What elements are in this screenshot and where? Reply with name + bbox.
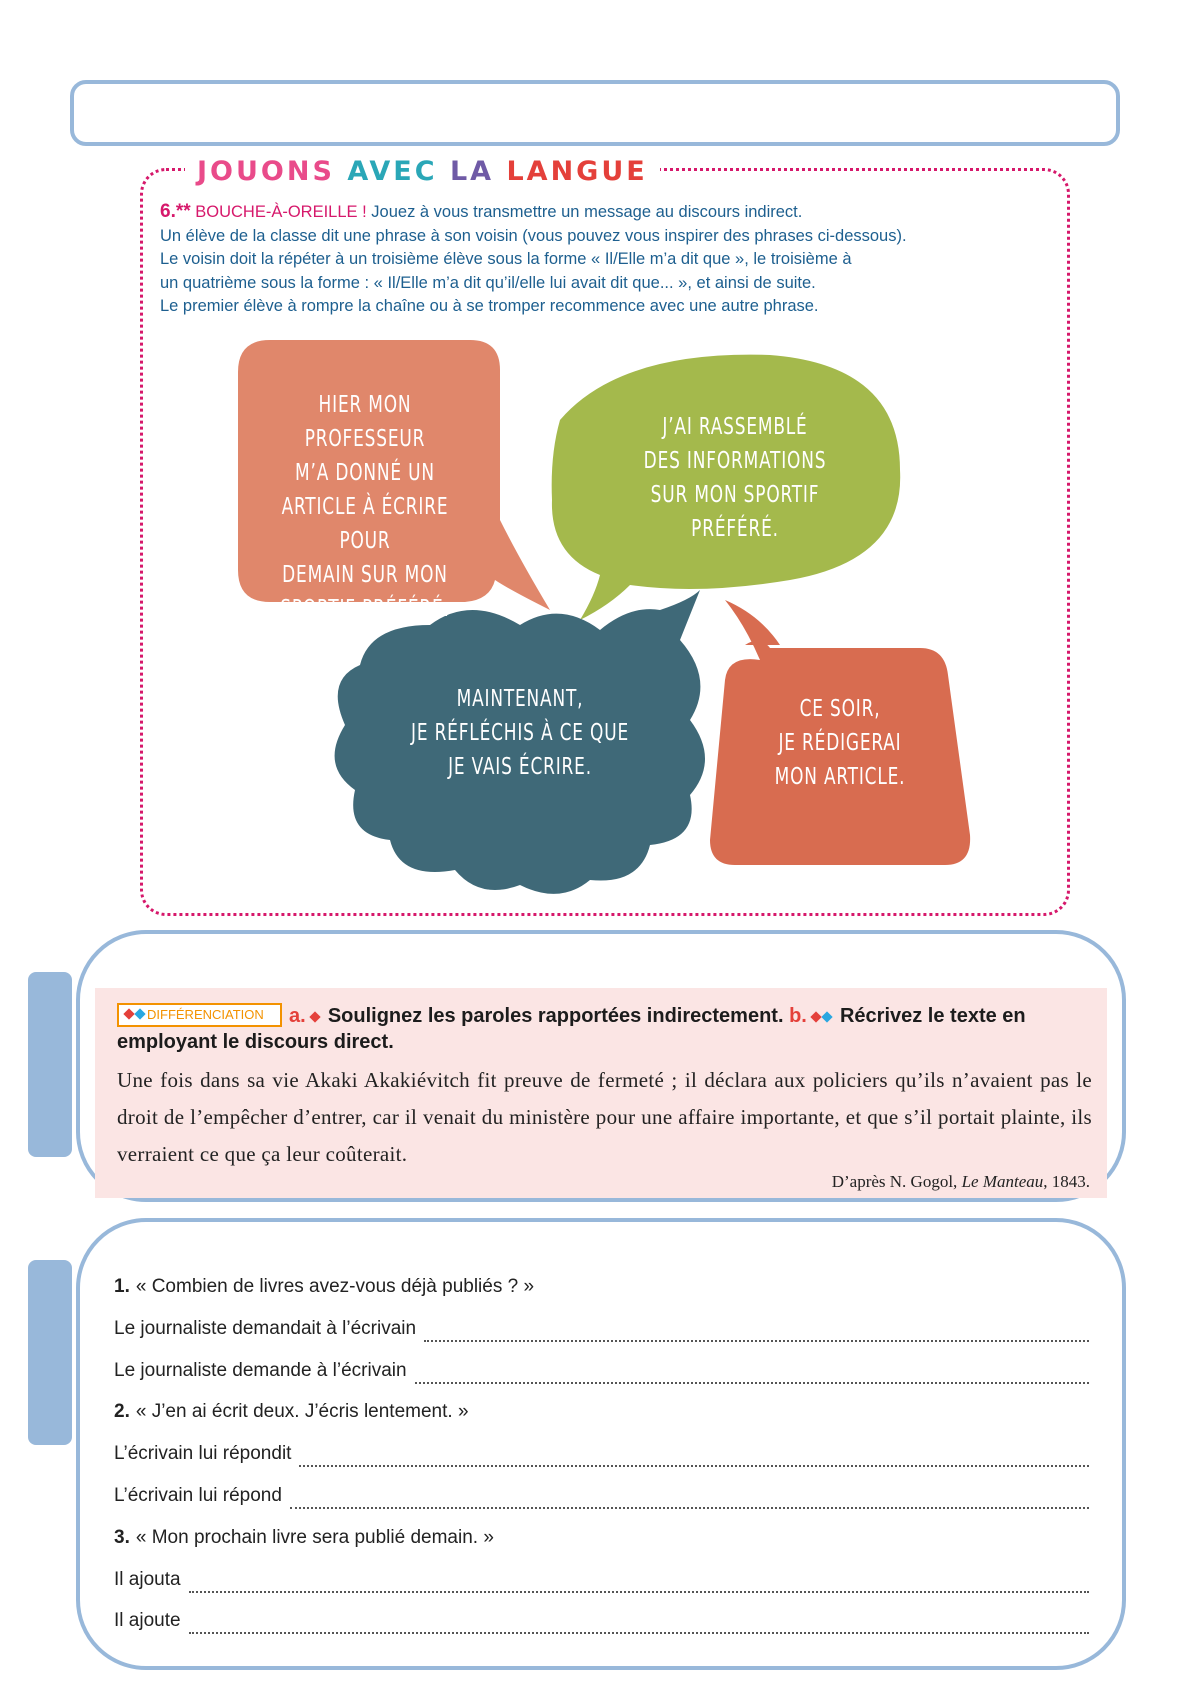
bubble-line: SUR MON SPORTIF PRÉFÉRÉ. bbox=[650, 482, 820, 542]
bubble-line: SPORTIF PRÉFÉRÉ. bbox=[280, 596, 450, 622]
instruction-line: Un élève de la classe dit une phrase à son voisin (vous pouvez vous inspirer des phrases ci-dessous). bbox=[160, 226, 907, 245]
source-title: Le Manteau bbox=[961, 1172, 1044, 1191]
answer-line[interactable] bbox=[114, 1567, 1089, 1593]
bubble-2-text bbox=[616, 410, 854, 546]
question-number: 3. bbox=[114, 1526, 130, 1548]
exercise-number: 6.** bbox=[160, 201, 191, 222]
bubble-line: CE SOIR, bbox=[799, 696, 881, 722]
source-prefix: D’après N. Gogol, bbox=[831, 1172, 962, 1191]
bubble-line: MON ARTICLE. bbox=[774, 764, 906, 790]
bubble-line: DEMAIN SUR MON bbox=[282, 562, 448, 588]
letter-b: b. bbox=[789, 1005, 807, 1027]
differenciation-badge bbox=[117, 1003, 282, 1027]
answer-blank[interactable] bbox=[424, 1322, 1089, 1342]
instruction-line: un quatrième sous la forme : « Il/Elle m’a dit qu’il/elle lui avait dit que... », et ainsi de suite. bbox=[160, 273, 816, 292]
answer-prompt: Il ajoute bbox=[114, 1610, 181, 1632]
bubble-line: J’AI RASSEMBLÉ bbox=[662, 414, 808, 440]
question-text: « Mon prochain livre sera publié demain. » bbox=[135, 1526, 494, 1548]
answer-line[interactable] bbox=[114, 1316, 1089, 1342]
question-line bbox=[114, 1399, 1089, 1425]
question-number: 1. bbox=[114, 1276, 130, 1297]
answer-blank[interactable] bbox=[299, 1447, 1089, 1467]
diamond-red-icon bbox=[123, 1008, 134, 1019]
answer-line[interactable] bbox=[114, 1441, 1089, 1467]
title-word-3: LA bbox=[449, 156, 495, 187]
bubble-line: MAINTENANT, bbox=[456, 686, 584, 712]
instruction-first: Jouez à vous transmettre un message au discours indirect. bbox=[371, 203, 803, 221]
answer-line[interactable] bbox=[114, 1358, 1089, 1384]
side-tab bbox=[28, 1260, 72, 1445]
answer-prompt: Le journaliste demande à l’écrivain bbox=[114, 1359, 407, 1381]
diamond-blue-icon bbox=[822, 1011, 833, 1022]
answer-blank[interactable] bbox=[189, 1614, 1089, 1634]
badge-label: DIFFÉRENCIATION bbox=[147, 1007, 264, 1022]
bubble-4-text bbox=[754, 692, 926, 794]
question-text: « J’en ai écrit deux. J’écris lentement. » bbox=[135, 1401, 469, 1423]
letter-a: a. bbox=[289, 1005, 306, 1027]
text-passage: Une fois dans sa vie Akaki Akakiévitch fit preuve de fermeté ; il déclara aux policiers qu’ils n’avaient pas le droit de l’empêcher d’entrer, car il venait du ministère pour une affaire importante, et que s’il portait plainte, ils verraient ce que ça leur coûterait. bbox=[117, 1068, 1092, 1166]
answer-prompt: Le journaliste demandait à l’écrivain bbox=[114, 1317, 417, 1339]
question-text: « Combien de livres avez-vous déjà publiés ? » bbox=[135, 1276, 535, 1297]
bubble-line: JE RÉDIGERAI bbox=[778, 730, 902, 756]
title-word-2: AVEC bbox=[347, 156, 438, 187]
question-number: 2. bbox=[114, 1401, 130, 1423]
side-tab bbox=[28, 972, 72, 1157]
source-citation bbox=[600, 1172, 1090, 1192]
bubble-line: JE VAIS ÉCRIRE. bbox=[448, 754, 592, 780]
answer-line[interactable] bbox=[114, 1608, 1089, 1634]
instruction-line: Le premier élève à rompre la chaîne ou à se tromper recommence avec une autre phrase. bbox=[160, 297, 819, 315]
question-line bbox=[114, 1525, 1089, 1551]
diamond-blue-icon bbox=[134, 1008, 145, 1019]
title-word-4: LANGUE bbox=[506, 156, 648, 187]
exercise-keyword: BOUCHE-À-OREILLE ! bbox=[195, 203, 367, 221]
bubble-line: M’A DONNÉ UN bbox=[295, 460, 435, 486]
answer-prompt: Il ajouta bbox=[114, 1568, 181, 1590]
answer-prompt: L’écrivain lui répond bbox=[114, 1485, 282, 1506]
bubble-line: ARTICLE À ÉCRIRE POUR bbox=[281, 494, 449, 554]
answer-prompt: L’écrivain lui répondit bbox=[114, 1443, 292, 1465]
question-line bbox=[114, 1274, 1089, 1300]
instruction-b: Récrivez le texte en employant le discours direct. bbox=[117, 1005, 1026, 1053]
bubble-line: JE RÉFLÉCHIS À CE QUE bbox=[411, 720, 629, 746]
instruction-a: Soulignez les paroles rapportées indirectement. bbox=[327, 1005, 784, 1027]
answer-blank[interactable] bbox=[290, 1489, 1089, 1509]
source-suffix: , 1843. bbox=[1043, 1172, 1090, 1191]
diamond-red-icon bbox=[310, 1011, 321, 1022]
answer-blank[interactable] bbox=[189, 1573, 1089, 1593]
bubble-3-text bbox=[405, 682, 635, 784]
instruction-line: Le voisin doit la répéter à un troisième élève sous la forme « Il/Elle m’a dit que », le troisième à bbox=[160, 250, 852, 268]
answer-line[interactable] bbox=[114, 1483, 1089, 1509]
title-word-1: JOUONS bbox=[197, 156, 335, 187]
bubble-1-text bbox=[263, 388, 468, 626]
bubble-line: HIER MON PROFESSEUR bbox=[304, 392, 426, 452]
bubble-line: DES INFORMATIONS bbox=[643, 448, 827, 474]
answer-blank[interactable] bbox=[415, 1364, 1089, 1384]
